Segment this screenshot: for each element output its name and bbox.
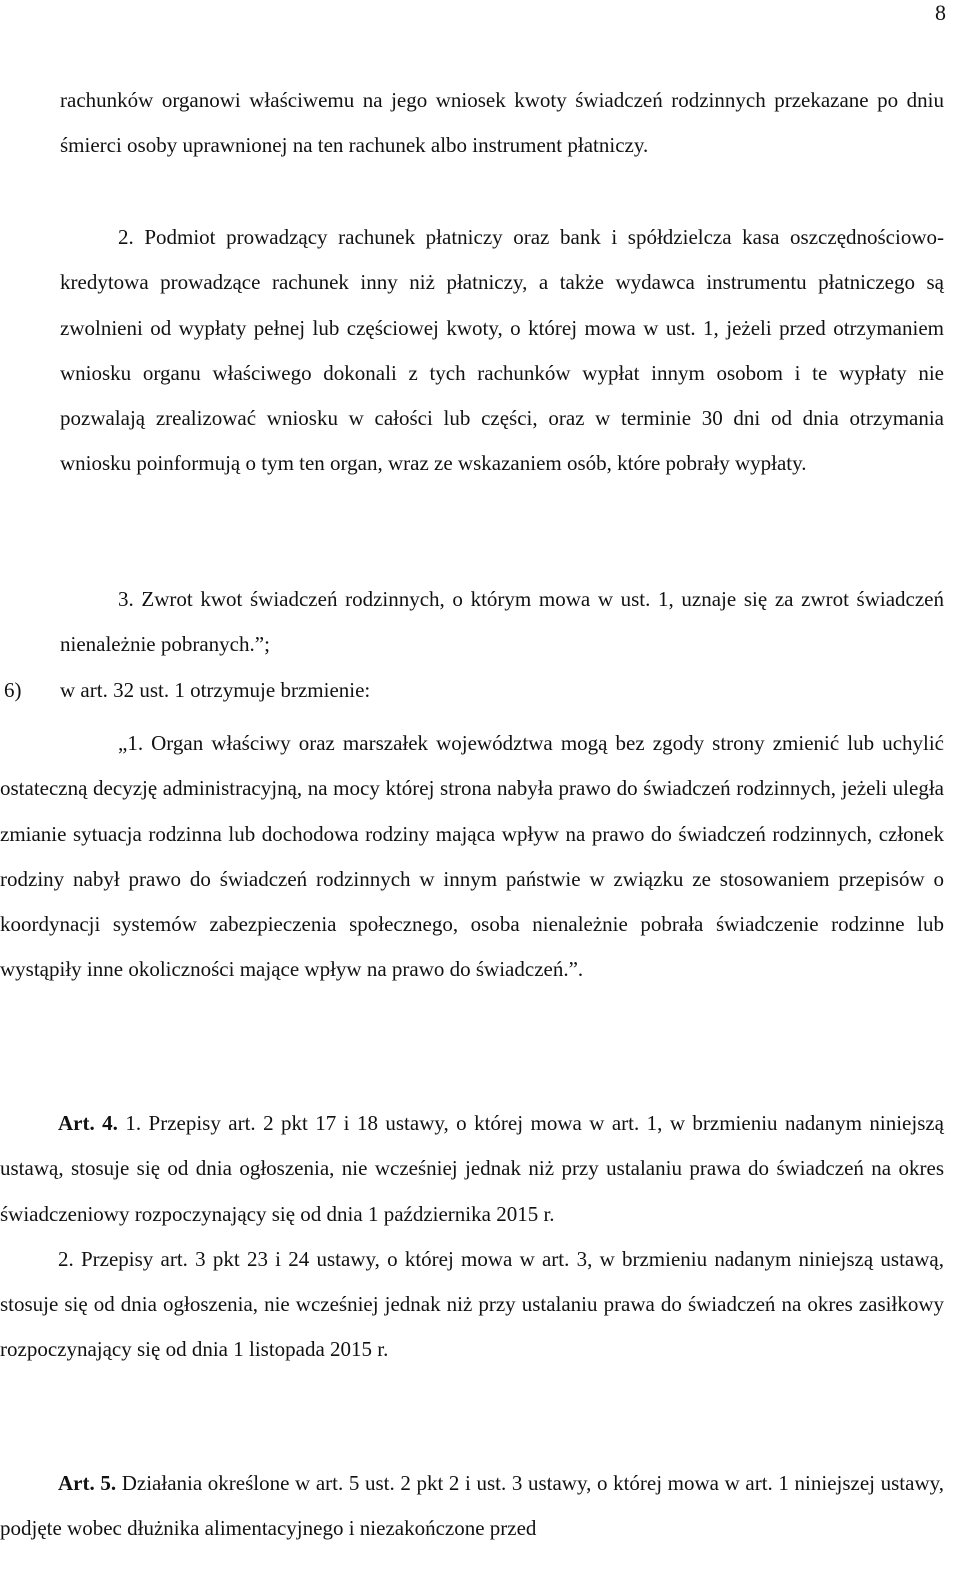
paragraph-2 bbox=[60, 215, 944, 487]
paragraph-3 bbox=[60, 577, 944, 668]
paragraph-text: „1. Organ właściwy oraz marszałek województwa mogą bez zgody strony zmienić lub uchylić ostateczną decyzję administracyjną, na mocy której strona nabyła prawo do świadczeń rodzinnych, jeżeli uległa zmianie sytuacja rodzinna lub dochodowa rodziny mająca wpływ na prawo do świadczeń rodzinnych, członek rodziny nabył prawo do świadczeń rodzinnych w innym państwie w związku ze stosowaniem przepisów o koordynacji systemów zabezpieczenia społecznego, osoba nienależnie pobrała świadczenie rodzinne lub wystąpiły inne okoliczności mające wpływ na prawo do świadczeń.”. bbox=[0, 731, 944, 982]
paragraph-text: 3. Zwrot kwot świadczeń rodzinnych, o którym mowa w ust. 1, uznaje się za zwrot świadczeń nienależnie pobranych.”; bbox=[60, 587, 944, 657]
list-number: 6) bbox=[4, 678, 22, 702]
article-label: Art. 4. bbox=[58, 1111, 118, 1135]
article-4 bbox=[0, 1101, 944, 1373]
page-number: 8 bbox=[935, 0, 946, 25]
paragraph-text: 2. Podmiot prowadzący rachunek płatniczy oraz bank i spółdzielcza kasa oszczędnościowo-kredytowa prowadzące rachunek inny niż płatniczy, a także wydawca instrumentu płatniczego są zwolnieni od wypłaty pełnej lub częściowej kwoty, o której mowa w ust. 1, jeżeli przed otrzymaniem wniosku organu właściwego dokonali z tych rachunków wypłat innym osobom i te wypłaty nie pozwalają zrealizować wniosku w całości lub części, oraz w terminie 30 dni od dnia otrzymania wniosku poinformują o tym ten organ, wraz ze wskazaniem osób, które pobrały wypłaty. bbox=[60, 225, 944, 476]
quoted-paragraph bbox=[0, 721, 944, 993]
paragraph-text: Działania określone w art. 5 ust. 2 pkt 2 i ust. 3 ustawy, o której mowa w art. 1 niniejszej ustawy, podjęte wobec dłużnika alimentacyjnego i niezakończone przed bbox=[0, 1471, 945, 1541]
paragraph-text: rachunków organowi właściwemu na jego wniosek kwoty świadczeń rodzinnych przekazane po dniu śmierci osoby uprawnionej na ten rachunek albo instrument płatniczy. bbox=[60, 88, 944, 158]
article-5 bbox=[0, 1461, 944, 1552]
paragraph-text: 1. Przepisy art. 2 pkt 17 i 18 ustawy, o której mowa w art. 1, w brzmieniu nadanym niniejszą ustawą, stosuje się od dnia ogłoszenia, nie wcześniej jednak niż przy ustalaniu prawa do świadczeń na okres świadczeniowy rozpoczynający się od dnia 1 października 2015 r. bbox=[0, 1111, 945, 1226]
article-4-paragraph-2: 2. Przepisy art. 3 pkt 23 i 24 ustawy, o której mowa w art. 3, w brzmieniu nadanym niniejszą ustawą, stosuje się od dnia ogłoszenia, nie wcześniej jednak niż przy ustalaniu prawa do świadczeń na okres zasiłkowy rozpoczynający się od dnia 1 listopada 2015 r. bbox=[0, 1246, 944, 1362]
article-4-paragraph-1 bbox=[0, 1101, 944, 1237]
article-label: Art. 5. bbox=[58, 1471, 117, 1495]
list-text: w art. 32 ust. 1 otrzymuje brzmienie: bbox=[60, 678, 371, 702]
paragraph-continuation bbox=[60, 78, 944, 169]
article-5-paragraph bbox=[0, 1461, 944, 1552]
